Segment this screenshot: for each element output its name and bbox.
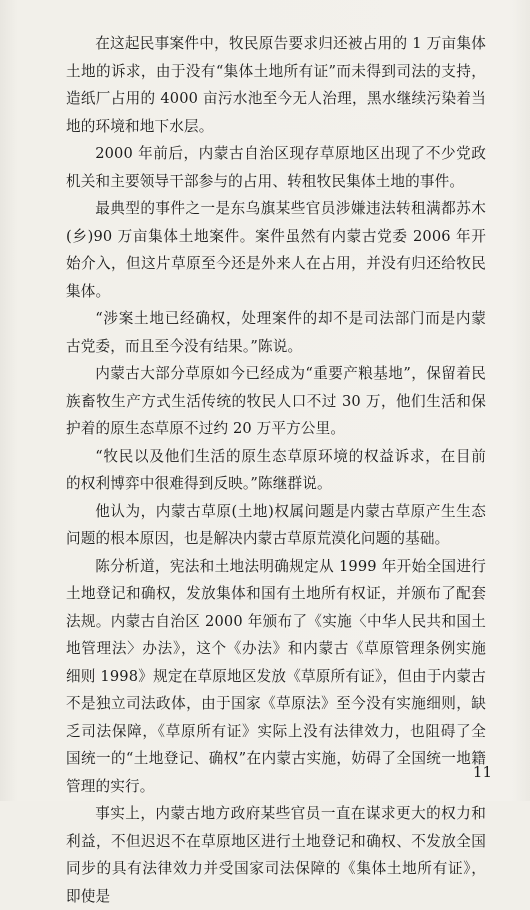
- paragraph-7: 他认为，内蒙古草原(土地)权属问题是内蒙古草原产生生态问题的根本原因，也是解决内蒙古草原荒漠化问题的基础。: [66, 502, 486, 547]
- paragraph-3: 最典型的事件之一是东乌旗某些官员涉嫌违法转租满都苏木(乡)90 万亩集体土地案件。案件虽然有内蒙古党委 2006 年开始介入，但这片草原至今还是外来人在占用，并没有归还给牧民集体。: [66, 200, 486, 300]
- paragraph-9: 事实上，内蒙古地方政府某些官员一直在谋求更大的权力和利益，不但迟迟不在草原地区进行土地登记和确权、不发放全国同步的具有法律效力并受国家司法保障的《集体土地所有证》，即使是: [66, 805, 486, 905]
- paragraph-4: “涉案土地已经确权，处理案件的却不是司法部门而是内蒙古党委，而且至今没有结果。”陈说。: [66, 310, 486, 355]
- body-text: [66, 30, 486, 910]
- paragraph-6: “牧民以及他们生活的原生态草原环境的权益诉求，在目前的权利博弈中很难得到反映。”陈继群说。: [66, 447, 486, 492]
- paragraph-1: 在这起民事案件中，牧民原告要求归还被占用的 1 万亩集体土地的诉求，由于没有“集体土地所有证”而未得到司法的支持，造纸厂占用的 4000 亩污水池至今无人治理，黑水继续污染着当地的环境和地下水层。: [66, 35, 486, 135]
- page-number: 11: [472, 763, 492, 781]
- paragraph-5: 内蒙古大部分草原如今已经成为“重要产粮基地”，保留着民族畜牧生产方式生活传统的牧民人口不过 30 万，他们生活和保护着的原生态草原不过约 20 万平方公里。: [66, 365, 486, 437]
- paragraph-8: 陈分析道，宪法和土地法明确规定从 1999 年开始全国进行土地登记和确权，发放集体和国有土地所有权证，并颁布了配套法规。内蒙古自治区 2000 年颁布了《实施〈中华人民共和国土地管理法〉办法》，这个《办法》和内蒙古《草原管理条例实施细则 1998》规定在草原地区发放《草原所有证》，但由于内蒙古不是独立司法政体，由于国家《草原法》至今没有实施细则，缺乏司法保障，《草原所有证》实际上没有法律效力，也阻碍了全国统一的“土地登记、确权”在内蒙古实施，妨碍了全国统一地籍管理的实行。: [66, 557, 486, 795]
- paragraph-2: 2000 年前后，内蒙古自治区现存草原地区出现了不少党政机关和主要领导干部参与的占用、转租牧民集体土地的事件。: [66, 145, 486, 190]
